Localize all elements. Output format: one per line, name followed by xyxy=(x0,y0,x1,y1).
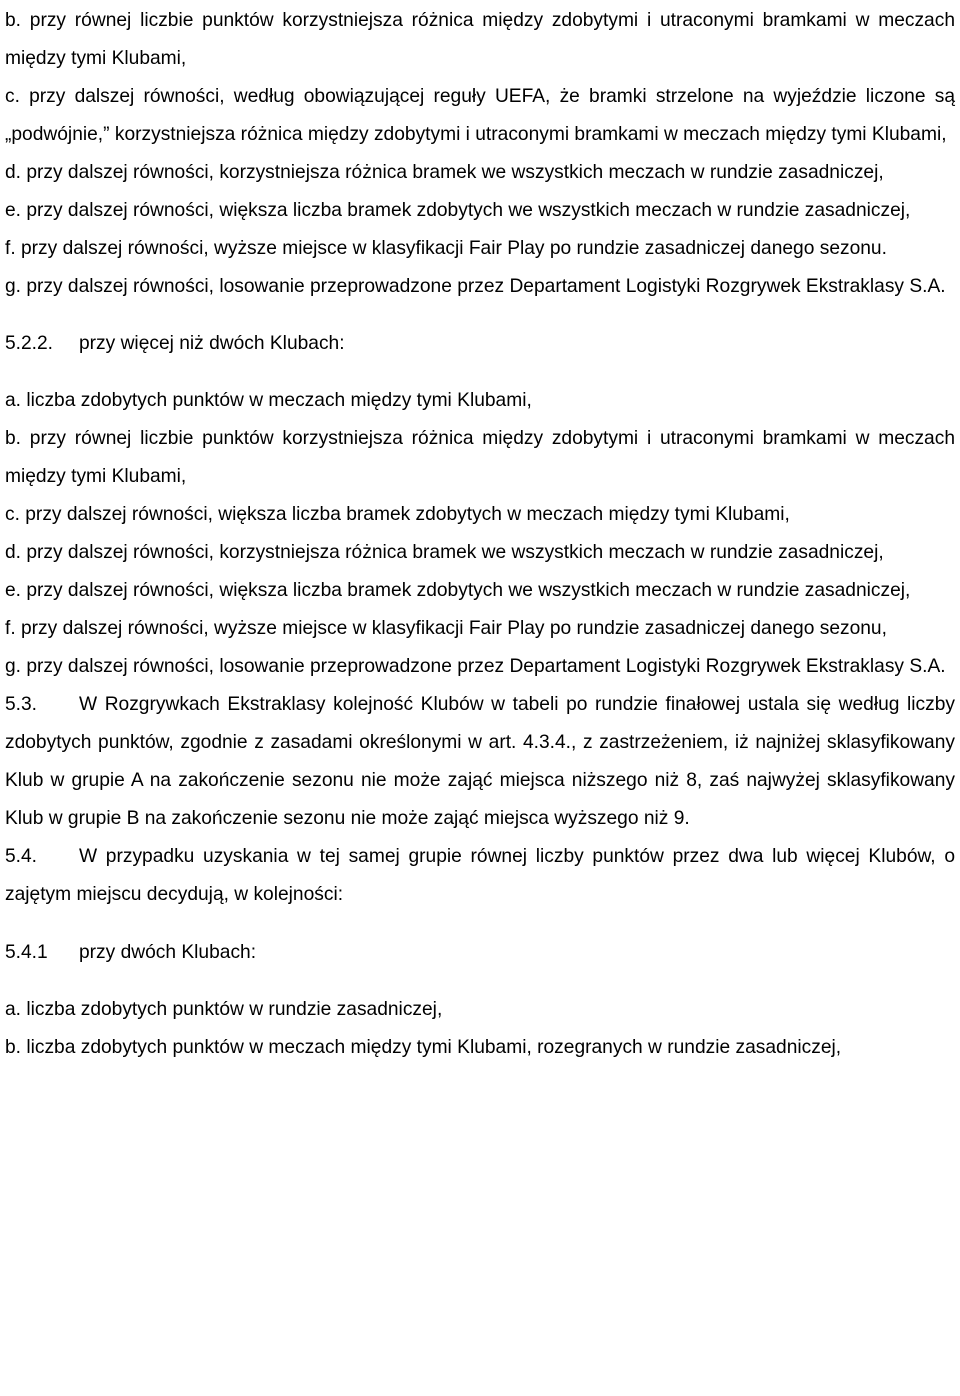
section-5-4 xyxy=(5,838,955,914)
list-item-f: f. przy dalszej równości, wyższe miejsce w klasyfikacji Fair Play po rundzie zasadniczej danego sezonu, xyxy=(5,618,887,640)
list-item-f: f. przy dalszej równości, wyższe miejsce w klasyfikacji Fair Play po rundzie zasadniczej danego sezonu. xyxy=(5,238,887,259)
list-item-e: e. przy dalszej równości, większa liczba bramek zdobytych we wszystkich meczach w rundzie zasadniczej, xyxy=(5,200,911,221)
section-text: W Rozgrywkach Ekstraklasy kolejność Klubów w tabeli po rundzie finałowej ustala się według liczby zdobytych punktów, zgodnie z zasadami określonymi w art. 4.3.4., z zastrzeżeniem, iż najniżej sklasyfikowany Klub w grupie A na zakończenie sezonu nie może zająć miejsca niższego niż 8, zaś najwyżej sklasyfikowany Klub w grupie B na zakończenie sezonu nie może zająć miejsca wyższego niż 9. xyxy=(5,694,955,830)
list-item-g: g. przy dalszej równości, losowanie przeprowadzone przez Departament Logistyki Rozgrywek Ekstraklasy S.A. xyxy=(5,276,946,297)
section-number: 5.3. xyxy=(5,694,38,716)
list-item-b: b. przy równej liczbie punktów korzystniejsza różnica między zdobytymi i utraconymi bramkami w meczach między tymi Klubami, xyxy=(5,10,955,69)
section-5-3 xyxy=(5,686,955,838)
list-item-d: d. przy dalszej równości, korzystniejsza różnica bramek we wszystkich meczach w rundzie zasadniczej, xyxy=(5,542,884,564)
list-item-g: g. przy dalszej równości, losowanie przeprowadzone przez Departament Logistyki Rozgrywek Ekstraklasy S.A. xyxy=(5,656,946,678)
subsection-number: 5.2.2. xyxy=(5,333,54,355)
list-item-c: c. przy dalszej równości, większa liczba bramek zdobytych w meczach między tymi Klubami, xyxy=(5,504,790,526)
subsection-text: przy dwóch Klubach: xyxy=(79,941,257,963)
list-item-a: a. liczba zdobytych punktów w rundzie zasadniczej, xyxy=(5,998,443,1020)
list-item-c: c. przy dalszej równości, według obowiązującej reguły UEFA, że bramki strzelone na wyjeździe liczone są „podwójnie,” korzystniejsza różnica między zdobytymi i utraconymi bramkami w meczach między tymi Klubami, xyxy=(5,86,955,145)
section-number: 5.4. xyxy=(5,846,38,868)
subsection-5-4-1 xyxy=(5,934,955,972)
list-item-b: b. liczba zdobytych punktów w meczach między tymi Klubami, rozegranych w rundzie zasadniczej, xyxy=(5,1036,842,1058)
list-item-e: e. przy dalszej równości, większa liczba bramek zdobytych we wszystkich meczach w rundzie zasadniczej, xyxy=(5,580,911,602)
section-text: W przypadku uzyskania w tej samej grupie równej liczby punktów przez dwa lub więcej Klubów, o zajętym miejscu decydują, w kolejności: xyxy=(5,846,955,906)
list-item-a: a. liczba zdobytych punktów w meczach między tymi Klubami, xyxy=(5,390,532,412)
subsection-number: 5.4.1 xyxy=(5,941,48,963)
subsection-text: przy więcej niż dwóch Klubach: xyxy=(79,333,345,355)
list-item-b: b. przy równej liczbie punktów korzystniejsza różnica między zdobytymi i utraconymi bramkami w meczach między tymi Klubami, xyxy=(5,428,955,488)
list-item-d: d. przy dalszej równości, korzystniejsza różnica bramek we wszystkich meczach w rundzie zasadniczej, xyxy=(5,162,884,183)
subsection-5-2-2 xyxy=(5,325,955,363)
